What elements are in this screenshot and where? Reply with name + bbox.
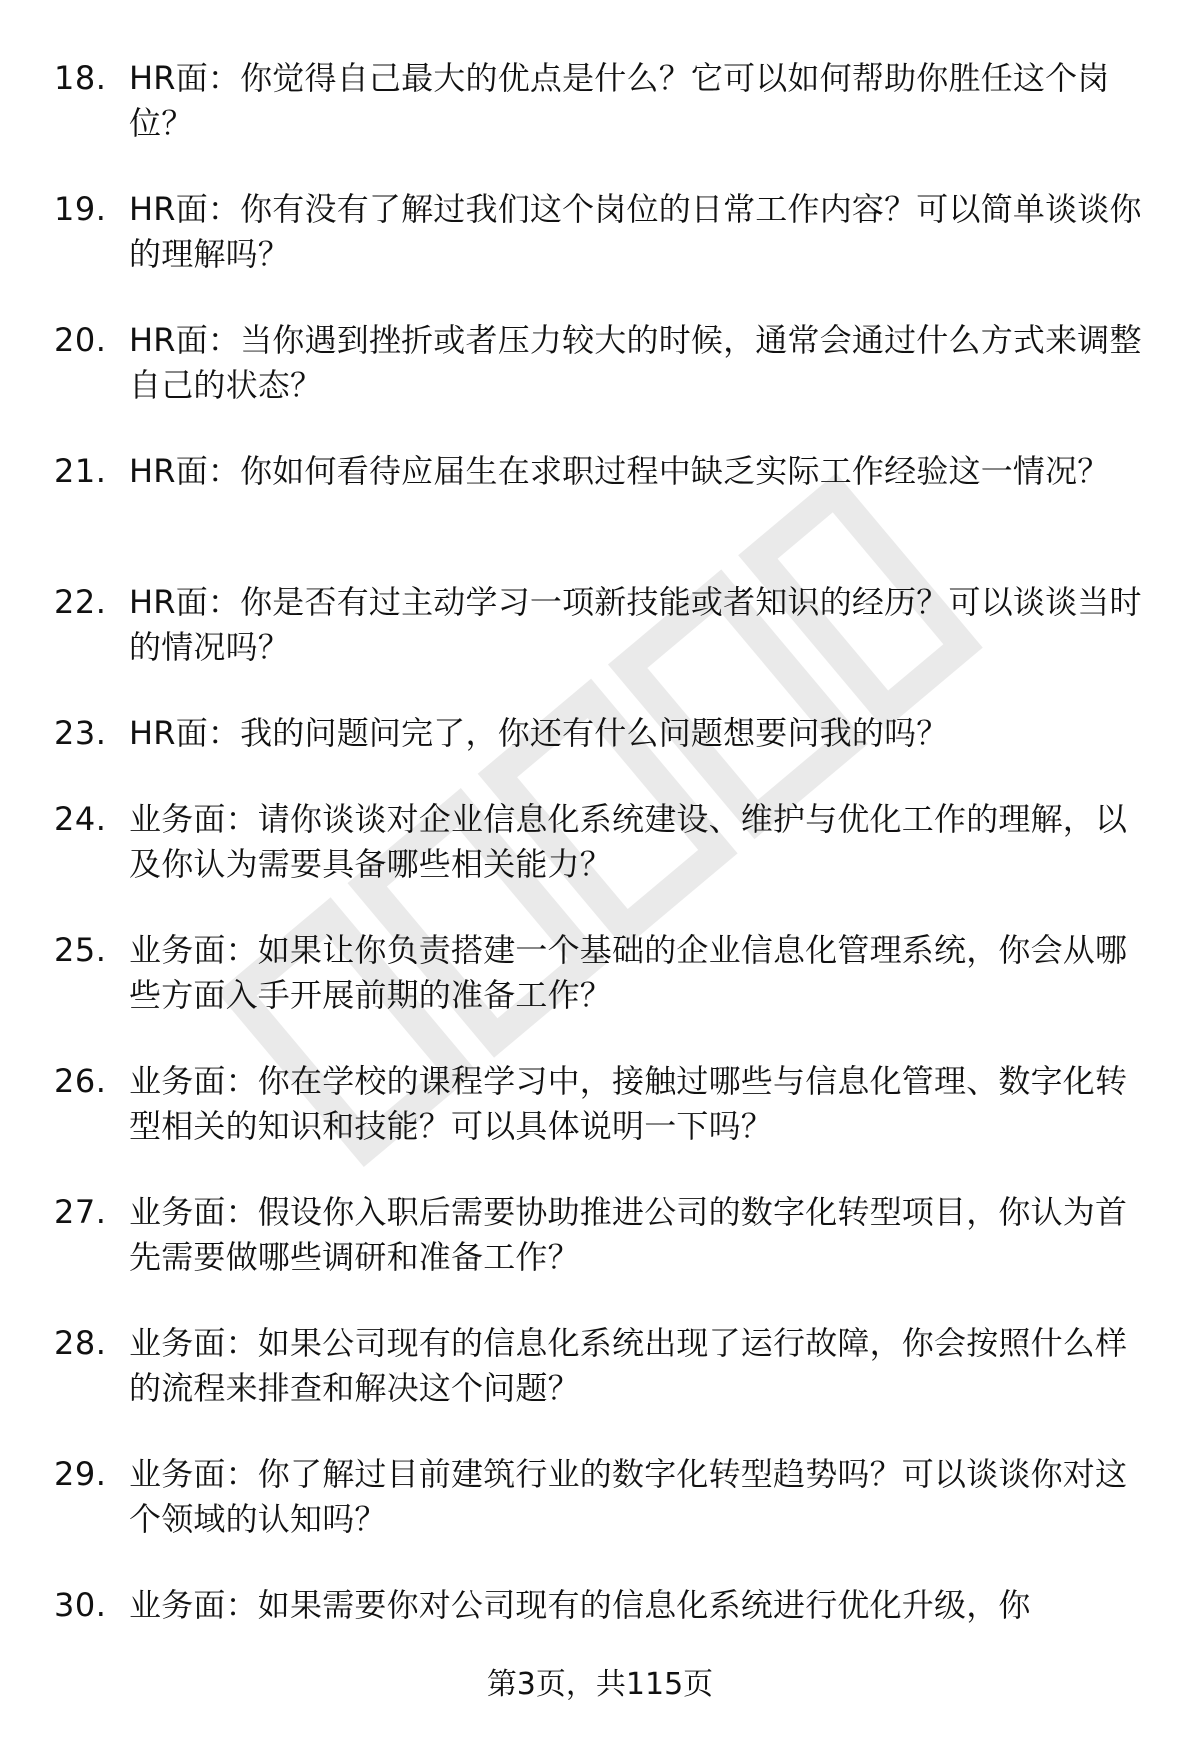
question-number: 20.	[54, 321, 107, 359]
question-number: 19.	[54, 190, 107, 228]
question-number: 30.	[54, 1586, 107, 1624]
question-text: 业务面：如果公司现有的信息化系统出现了运行故障，你会按照什么样的流程来排查和解决这个问题？	[129, 1324, 1128, 1407]
question-item	[0, 56, 1200, 146]
question-number: 23.	[54, 714, 107, 752]
question-text: 业务面：你在学校的课程学习中，接触过哪些与信息化管理、数字化转型相关的知识和技能？可以具体说明一下吗？	[129, 1062, 1128, 1145]
question-item	[0, 1583, 1200, 1628]
question-text: 业务面：假设你入职后需要协助推进公司的数字化转型项目，你认为首先需要做哪些调研和准备工作？	[129, 1193, 1128, 1276]
page-footer: 第3页，共115页	[486, 1667, 714, 1702]
question-text: HR面：你是否有过主动学习一项新技能或者知识的经历？可以谈谈当时的情况吗？	[129, 583, 1142, 666]
question-number: 18.	[54, 59, 107, 97]
question-number: 24.	[54, 800, 107, 838]
question-text: 业务面：如果需要你对公司现有的信息化系统进行优化升级，你	[129, 1586, 1031, 1624]
question-item	[0, 1321, 1200, 1411]
question-item	[0, 580, 1200, 670]
question-number: 26.	[54, 1062, 107, 1100]
question-item	[0, 711, 1200, 756]
question-item	[0, 1452, 1200, 1542]
question-text: HR面：你如何看待应届生在求职过程中缺乏实际工作经验这一情况？	[129, 452, 1110, 490]
question-text: 业务面：你了解过目前建筑行业的数字化转型趋势吗？可以谈谈你对这个领域的认知吗？	[129, 1455, 1128, 1538]
question-number: 22.	[54, 583, 107, 621]
question-item	[0, 318, 1200, 408]
question-text: HR面：我的问题问完了，你还有什么问题想要问我的吗？	[129, 714, 949, 752]
question-item	[0, 187, 1200, 277]
question-text: HR面：你有没有了解过我们这个岗位的日常工作内容？可以简单谈谈你的理解吗？	[129, 190, 1142, 273]
question-item	[0, 928, 1200, 1018]
question-item	[0, 1190, 1200, 1280]
question-list	[0, 56, 1200, 1669]
question-number: 21.	[54, 452, 107, 490]
question-number: 27.	[54, 1193, 107, 1231]
question-text: HR面：你觉得自己最大的优点是什么？它可以如何帮助你胜任这个岗位？	[129, 59, 1110, 142]
question-item	[0, 797, 1200, 887]
question-number: 29.	[54, 1455, 107, 1493]
question-number: 28.	[54, 1324, 107, 1362]
question-number: 25.	[54, 931, 107, 969]
question-item	[0, 1059, 1200, 1149]
question-text: HR面：当你遇到挫折或者压力较大的时候，通常会通过什么方式来调整自己的状态？	[129, 321, 1142, 404]
question-text: 业务面：请你谈谈对企业信息化系统建设、维护与优化工作的理解，以及你认为需要具备哪些相关能力？	[129, 800, 1128, 883]
question-item	[0, 449, 1200, 539]
question-text: 业务面：如果让你负责搭建一个基础的企业信息化管理系统，你会从哪些方面入手开展前期的准备工作？	[129, 931, 1128, 1014]
